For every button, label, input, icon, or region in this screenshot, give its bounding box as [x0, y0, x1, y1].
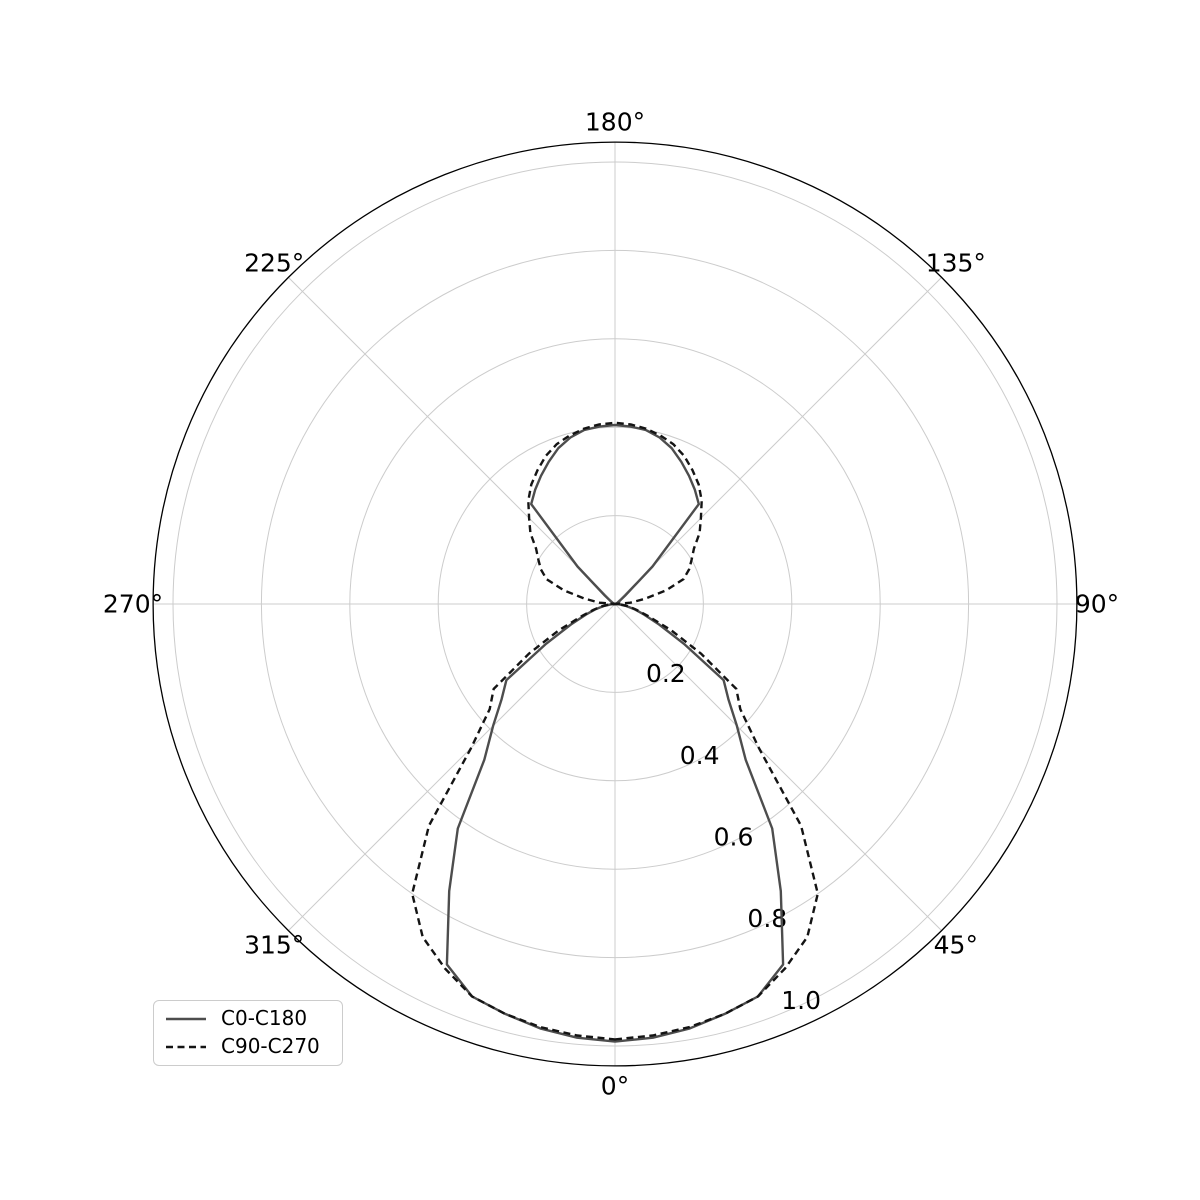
legend-item-c0-c180: [164, 1005, 332, 1033]
radius-tick-label: 0.8: [747, 904, 788, 934]
legend: [153, 1000, 343, 1066]
legend-item-c90-c270: [164, 1033, 332, 1061]
legend-label-c0-c180: C0-C180: [221, 1006, 308, 1030]
legend-label-c90-c270: C90-C270: [221, 1034, 320, 1058]
legend-dashed-line-icon: [164, 1043, 208, 1051]
angle-tick-label: 135°: [925, 248, 986, 278]
radius-tick-label: 0.4: [679, 740, 720, 770]
angle-tick-label: 225°: [244, 248, 305, 278]
radius-tick-label: 0.6: [713, 822, 754, 852]
angle-tick-label: 270°: [102, 589, 164, 619]
legend-solid-line-icon: [164, 1015, 208, 1023]
angle-tick-label: 180°: [584, 107, 646, 137]
angle-tick-label: 90°: [1074, 589, 1120, 619]
radius-tick-label: 1.0: [781, 985, 822, 1015]
angle-tick-label: 0°: [600, 1071, 630, 1101]
angle-tick-label: 315°: [244, 930, 305, 960]
angle-tick-label: 45°: [933, 930, 978, 960]
radius-tick-label: 0.2: [645, 659, 686, 689]
